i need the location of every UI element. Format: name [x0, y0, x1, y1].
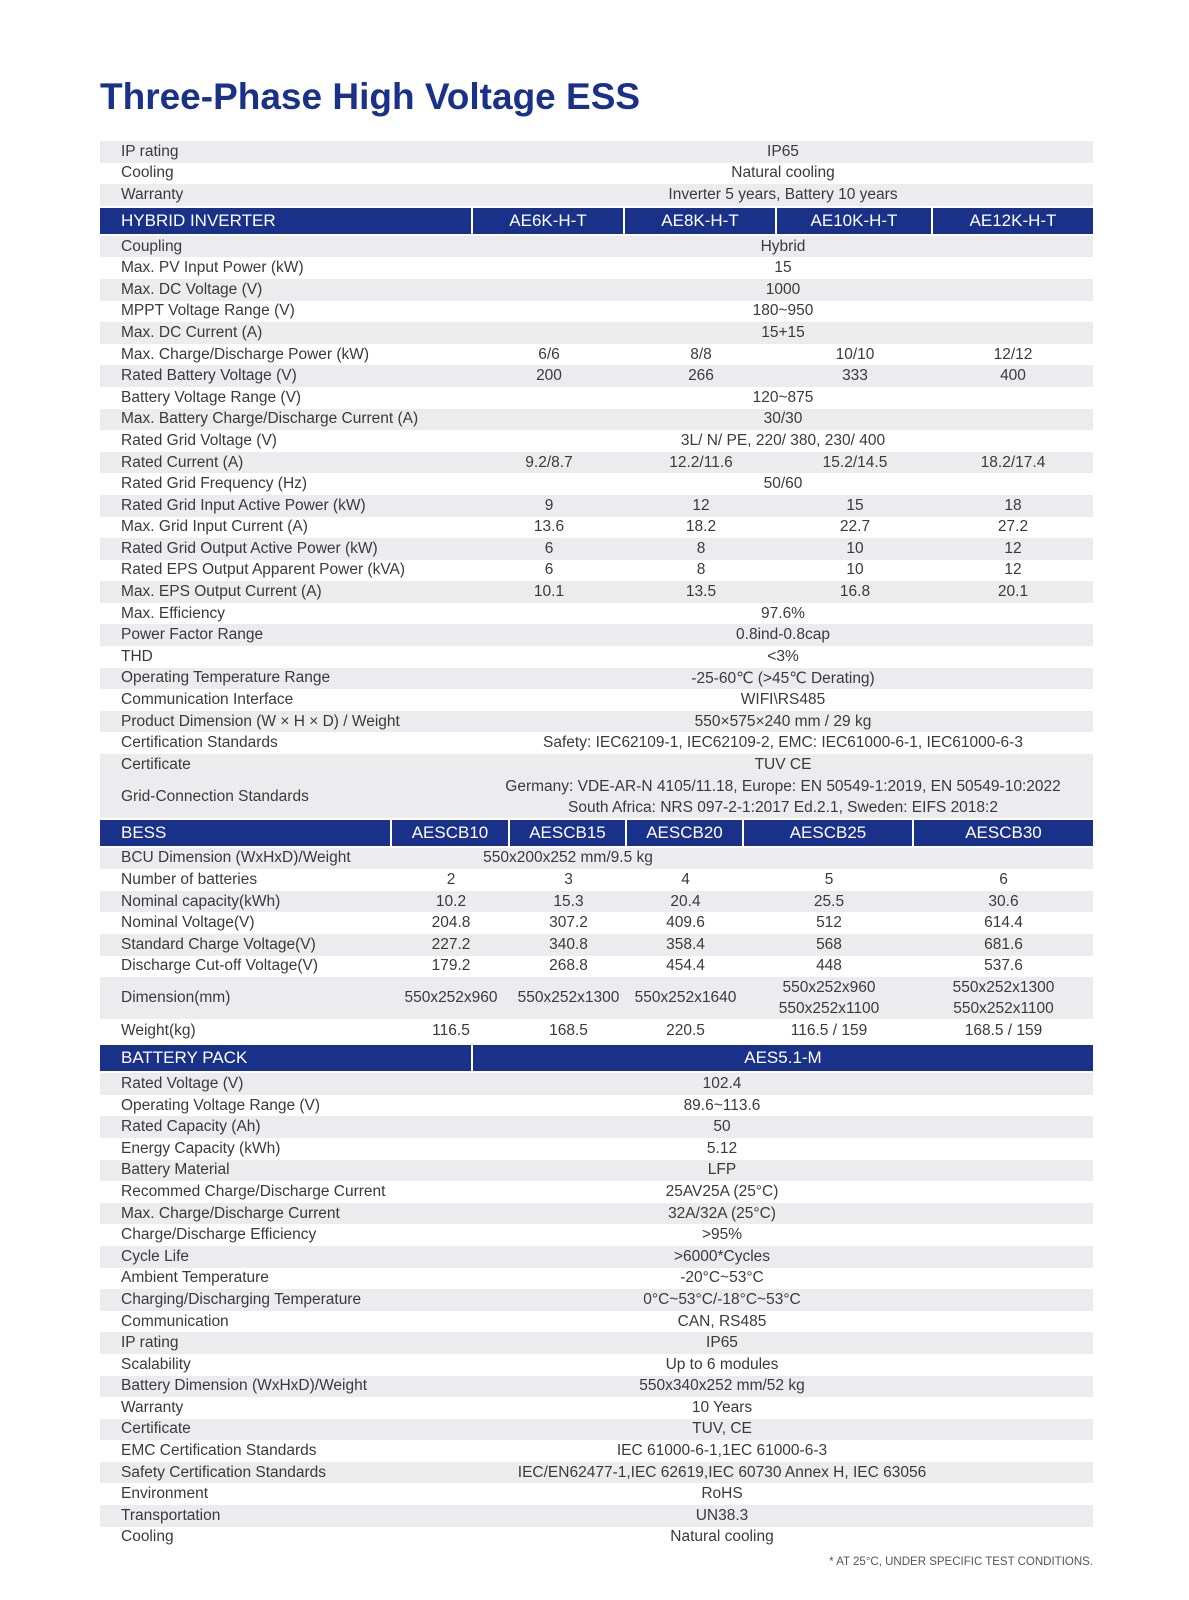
- spec-value: 18: [1004, 496, 1022, 514]
- spec-value: [473, 776, 1093, 818]
- inverter-model: AE10K-H-T: [777, 208, 933, 234]
- spec-value: 333: [842, 367, 868, 385]
- dimension-line: 550x252x960: [782, 979, 876, 997]
- spec-value: 50: [713, 1118, 731, 1136]
- spec-value: 10.2: [435, 892, 467, 910]
- spec-value: 15+15: [761, 323, 805, 341]
- spec-label: Nominal Voltage(V): [121, 914, 255, 932]
- spec-value: 550x200x252 mm/9.5 kg: [483, 849, 653, 867]
- spec-value: 15: [774, 259, 792, 277]
- spec-label: Rated Battery Voltage (V): [121, 367, 297, 385]
- spec-value: 15: [846, 496, 864, 514]
- spec-label: Weight(kg): [121, 1022, 196, 1040]
- spec-value: 168.5 / 159: [964, 1022, 1043, 1040]
- spec-value: IP65: [706, 1334, 738, 1352]
- spec-value: 5: [824, 871, 834, 889]
- spec-value: 8: [696, 561, 706, 579]
- spec-row: [100, 301, 1093, 323]
- spec-label: Rated Grid Input Active Power (kW): [121, 496, 366, 514]
- spec-value: 10.1: [533, 583, 565, 601]
- spec-value: 681.6: [984, 935, 1023, 953]
- spec-label: EMC Certification Standards: [121, 1442, 317, 1460]
- spec-value: 6: [544, 539, 554, 557]
- spec-row: [100, 1181, 1093, 1203]
- spec-row-bcu: [100, 848, 1093, 870]
- spec-value: WIFI\RS485: [740, 691, 826, 709]
- spec-label: Dimension(mm): [121, 989, 231, 1007]
- spec-label: Charging/Discharging Temperature: [121, 1290, 362, 1308]
- spec-value: 8/8: [690, 345, 712, 363]
- spec-row: [100, 452, 1093, 474]
- spec-value: 10/10: [835, 345, 875, 363]
- spec-row: [100, 387, 1093, 409]
- spec-row: [100, 754, 1093, 776]
- spec-value: 448: [816, 957, 842, 975]
- spec-value: 266: [688, 367, 714, 385]
- inverter-model: AE6K-H-T: [473, 208, 625, 234]
- spec-label: IP rating: [121, 142, 179, 160]
- spec-value: 537.6: [984, 957, 1023, 975]
- spec-value: -25-60℃ (>45℃ Derating): [691, 669, 875, 687]
- spec-row-dimension: [100, 977, 1093, 1019]
- spec-value: 409.6: [666, 914, 705, 932]
- spec-label: Certificate: [121, 755, 191, 773]
- spec-row: [100, 1376, 1093, 1398]
- spec-value: 12: [1004, 561, 1022, 579]
- spec-value: 179.2: [431, 957, 471, 975]
- spec-value: 20.1: [997, 583, 1029, 601]
- spec-row: [100, 163, 1093, 185]
- spec-value: 550x252x1300: [517, 989, 620, 1007]
- inverter-model: AE12K-H-T: [969, 210, 1057, 230]
- dimension-line: 550x252x1100: [953, 1000, 1054, 1018]
- spec-label: Warranty: [121, 185, 184, 203]
- spec-value: 10: [846, 539, 864, 557]
- spec-label: Operating Temperature Range: [121, 669, 331, 687]
- bess-header: [100, 820, 1093, 846]
- spec-row-weight: [100, 1019, 1093, 1043]
- spec-label: Transportation: [121, 1506, 221, 1524]
- spec-row: [100, 1332, 1093, 1354]
- spec-value: 3L/ N/ PE, 220/ 380, 230/ 400: [680, 431, 886, 449]
- spec-value: 12/12: [993, 345, 1033, 363]
- spec-value: Natural cooling: [670, 1528, 774, 1546]
- spec-row: [100, 236, 1093, 258]
- spec-value: Hybrid: [760, 237, 806, 255]
- spec-value: 0.8ind-0.8cap: [736, 626, 830, 644]
- spec-value: 32A/32A (25°C): [668, 1204, 776, 1222]
- dimension-line: 550x252x1100: [778, 1000, 880, 1018]
- spec-label: Communication: [121, 1312, 229, 1330]
- spec-value: 27.2: [997, 518, 1029, 536]
- spec-value: 22.7: [839, 518, 871, 536]
- spec-label: BCU Dimension (WxHxD)/Weight: [121, 849, 351, 867]
- spec-label: Product Dimension (W × H × D) / Weight: [121, 712, 400, 730]
- spec-row: [100, 1138, 1093, 1160]
- spec-row: [100, 344, 1093, 366]
- spec-value: 220.5: [666, 1022, 705, 1040]
- spec-label: Cooling: [121, 1528, 174, 1546]
- spec-value: 227.2: [431, 935, 471, 953]
- spec-label: Ambient Temperature: [121, 1269, 269, 1287]
- spec-value: >6000*Cycles: [673, 1247, 771, 1265]
- spec-value: 116.5 / 159: [790, 1022, 868, 1040]
- spec-label: MPPT Voltage Range (V): [121, 302, 295, 320]
- spec-row: [100, 646, 1093, 668]
- spec-row: [100, 538, 1093, 560]
- spec-value: 6/6: [538, 345, 560, 363]
- spec-label: Cycle Life: [121, 1247, 190, 1265]
- spec-row: [100, 1311, 1093, 1333]
- spec-value: 15.2/14.5: [822, 453, 888, 471]
- spec-value: 10: [846, 561, 864, 579]
- spec-row: [100, 1419, 1093, 1441]
- spec-row: [100, 184, 1093, 206]
- spec-value: 30.6: [988, 892, 1019, 910]
- spec-label: Rated Capacity (Ah): [121, 1118, 261, 1136]
- spec-row: [100, 141, 1093, 163]
- inverter-header-label: HYBRID INVERTER: [100, 208, 473, 234]
- inverter-header: [100, 208, 1093, 234]
- spec-label: Battery Material: [121, 1161, 230, 1179]
- spec-label: Standard Charge Voltage(V): [121, 935, 316, 953]
- spec-value: 2: [446, 871, 456, 889]
- spec-row: [100, 257, 1093, 279]
- spec-label: Rated Grid Frequency (Hz): [121, 475, 308, 493]
- spec-row: [100, 279, 1093, 301]
- spec-value: 512: [816, 914, 842, 932]
- spec-label: Number of batteries: [121, 871, 258, 889]
- spec-row: [100, 495, 1093, 517]
- bess-model: AESCB15: [510, 820, 627, 846]
- spec-row: [100, 689, 1093, 711]
- spec-value: 9.2/8.7: [525, 453, 573, 471]
- spec-label: Energy Capacity (kWh): [121, 1139, 281, 1157]
- spec-value: 15.3: [553, 892, 584, 910]
- spec-label: Max. Battery Charge/Discharge Current (A): [121, 410, 419, 428]
- spec-row: [100, 891, 1093, 913]
- spec-label: Certification Standards: [121, 734, 278, 752]
- spec-value: 18.2/17.4: [980, 453, 1046, 471]
- spec-row: [100, 1246, 1093, 1268]
- spec-value: <3%: [767, 647, 799, 665]
- spec-row: [100, 430, 1093, 452]
- spec-label: IP rating: [121, 1334, 179, 1352]
- spec-value: 1000: [765, 280, 801, 298]
- spec-value: CAN, RS485: [677, 1312, 767, 1330]
- spec-value: 0°C~53°C/-18°C~53°C: [643, 1290, 801, 1308]
- spec-value: IEC 61000-6-1,1EC 61000-6-3: [616, 1442, 828, 1460]
- bess-model: AESCB25: [744, 820, 914, 846]
- spec-value: 200: [536, 367, 562, 385]
- spec-row: [100, 1354, 1093, 1376]
- spec-value: -20°C~53°C: [680, 1269, 764, 1287]
- spec-value: 12.2/11.6: [669, 453, 733, 471]
- spec-label: Rated Current (A): [121, 453, 244, 471]
- spec-value: 358.4: [666, 935, 705, 953]
- spec-label: Scalability: [121, 1355, 191, 1373]
- spec-value: LFP: [707, 1161, 737, 1179]
- spec-label: Recommed Charge/Discharge Current: [121, 1182, 386, 1200]
- spec-row: [100, 517, 1093, 539]
- spec-label: Cooling: [121, 164, 174, 182]
- spec-row: [100, 1483, 1093, 1505]
- spec-value: 50/60: [763, 475, 803, 493]
- spec-value: Up to 6 modules: [665, 1355, 779, 1373]
- spec-row: [100, 1462, 1093, 1484]
- spec-value: 120~875: [752, 388, 814, 406]
- spec-label: Battery Dimension (WxHxD)/Weight: [121, 1377, 368, 1395]
- spec-value: 454.4: [666, 957, 705, 975]
- bess-model: AESCB10: [392, 820, 510, 846]
- spec-value: 12: [1004, 539, 1022, 557]
- spec-row: [100, 581, 1093, 603]
- spec-value: TUV CE: [754, 755, 812, 773]
- footnote: * AT 25°C, UNDER SPECIFIC TEST CONDITIONS.: [829, 1556, 1093, 1568]
- spec-label: Coupling: [121, 237, 183, 255]
- spec-row: [100, 409, 1093, 431]
- bess-section: [100, 869, 1093, 977]
- spec-value: 550x252x960: [404, 989, 498, 1007]
- spec-row: [100, 1289, 1093, 1311]
- spec-row: [100, 1203, 1093, 1225]
- bess-header-label: BESS: [100, 820, 392, 846]
- spec-value: 16.8: [839, 583, 871, 601]
- grid-standards-line: South Africa: NRS 097-2-1:2017 Ed.2.1, Sweden: EIFS 2018:2: [568, 798, 998, 816]
- grid-standards-line: Germany: VDE-AR-N 4105/11.18, Europe: EN 50549-1:2019, EN 50549-10:2022: [505, 777, 1061, 795]
- spec-value: 30/30: [763, 410, 803, 428]
- spec-label: Max. DC Current (A): [121, 323, 263, 341]
- spec-row: [100, 1116, 1093, 1138]
- spec-value: 550x340x252 mm/52 kg: [639, 1377, 805, 1395]
- spec-value: 4: [681, 871, 690, 889]
- spec-value: 25AV25A (25°C): [665, 1182, 779, 1200]
- spec-value: 307.2: [549, 914, 588, 932]
- spec-value: >95%: [701, 1226, 743, 1244]
- spec-row: [100, 1505, 1093, 1527]
- spec-row: [100, 1073, 1093, 1095]
- spec-label: Communication Interface: [121, 691, 294, 709]
- spec-value: 18.2: [685, 518, 717, 536]
- bess-model: AESCB30: [965, 822, 1042, 842]
- spec-value: 614.4: [984, 914, 1023, 932]
- spec-value: 9: [544, 496, 554, 514]
- spec-row: [100, 912, 1093, 934]
- spec-label: Rated Grid Output Active Power (kW): [121, 539, 378, 557]
- page-title: Three-Phase High Voltage ESS: [100, 76, 641, 117]
- spec-value: [914, 977, 1093, 1019]
- spec-value: 97.6%: [761, 604, 805, 622]
- spec-value: 20.4: [670, 892, 701, 910]
- spec-row: [100, 624, 1093, 646]
- spec-value: [744, 977, 914, 1019]
- spec-label: Rated EPS Output Apparent Power (kVA): [121, 561, 406, 579]
- spec-row: [100, 732, 1093, 754]
- spec-label: Nominal capacity(kWh): [121, 892, 281, 910]
- spec-value: UN38.3: [695, 1506, 749, 1524]
- spec-label: Battery Voltage Range (V): [121, 388, 302, 406]
- spec-row: [100, 934, 1093, 956]
- spec-row: [100, 1224, 1093, 1246]
- spec-value: 25.5: [813, 892, 845, 910]
- spec-value: 13.5: [685, 583, 717, 601]
- spec-label: Max. Efficiency: [121, 604, 225, 622]
- pack-header-label: BATTERY PACK: [100, 1045, 473, 1071]
- spec-row: [100, 1397, 1093, 1419]
- spec-row: [100, 1095, 1093, 1117]
- spec-value: 8: [696, 539, 706, 557]
- spec-row: [100, 711, 1093, 733]
- spec-row: [100, 1527, 1093, 1549]
- inverter-section: [100, 236, 1093, 776]
- dimension-line: 550x252x1300: [952, 979, 1055, 997]
- spec-sheet: [100, 141, 1093, 1548]
- spec-row: [100, 473, 1093, 495]
- pack-section: [100, 1073, 1093, 1548]
- spec-label: Environment: [121, 1485, 209, 1503]
- spec-value: 168.5: [549, 1022, 588, 1040]
- spec-value: 10 Years: [691, 1398, 753, 1416]
- spec-label: Operating Voltage Range (V): [121, 1096, 321, 1114]
- spec-row: [100, 869, 1093, 891]
- spec-value: 102.4: [702, 1074, 742, 1092]
- spec-label: Max. Charge/Discharge Power (kW): [121, 345, 370, 363]
- spec-value: 550x252x1640: [634, 989, 737, 1007]
- spec-label: THD: [121, 647, 153, 665]
- spec-row: [100, 560, 1093, 582]
- general-section: [100, 141, 1093, 206]
- spec-label: Safety Certification Standards: [121, 1463, 327, 1481]
- spec-row: [100, 668, 1093, 690]
- spec-row: [100, 1268, 1093, 1290]
- spec-row: [100, 1440, 1093, 1462]
- spec-value: 3: [564, 871, 573, 889]
- spec-label: Max. DC Voltage (V): [121, 280, 263, 298]
- spec-value: Natural cooling: [731, 164, 835, 182]
- spec-value: 13.6: [533, 518, 565, 536]
- spec-row: [100, 365, 1093, 387]
- spec-value: 5.12: [706, 1139, 738, 1157]
- spec-row: [100, 1160, 1093, 1182]
- spec-label: Max. Charge/Discharge Current: [121, 1204, 340, 1222]
- spec-label: Max. PV Input Power (kW): [121, 259, 304, 277]
- spec-value: 89.6~113.6: [683, 1096, 761, 1114]
- spec-value: IP65: [767, 142, 799, 160]
- spec-label: Discharge Cut-off Voltage(V): [121, 957, 319, 975]
- spec-value: IEC/EN62477-1,IEC 62619,IEC 60730 Annex H, IEC 63056: [517, 1463, 927, 1481]
- pack-model: AES5.1-M: [744, 1048, 822, 1068]
- pack-header: [100, 1045, 1093, 1071]
- spec-row: [100, 603, 1093, 625]
- spec-label: Max. EPS Output Current (A): [121, 583, 322, 601]
- spec-value: 550×575×240 mm / 29 kg: [694, 712, 872, 730]
- spec-value: TUV, CE: [692, 1420, 752, 1438]
- spec-label: Rated Voltage (V): [121, 1074, 244, 1092]
- spec-label: Grid-Connection Standards: [121, 787, 309, 805]
- bess-model: AESCB20: [627, 820, 744, 846]
- spec-value: 180~950: [752, 302, 814, 320]
- spec-value: RoHS: [701, 1485, 743, 1503]
- spec-row: [100, 322, 1093, 344]
- spec-row-grid-standards: [100, 776, 1093, 818]
- inverter-model: AE8K-H-T: [625, 208, 777, 234]
- spec-value: 340.8: [549, 935, 588, 953]
- spec-value: 204.8: [431, 914, 471, 932]
- spec-value: 116.5: [432, 1022, 470, 1040]
- spec-label: Certificate: [121, 1420, 191, 1438]
- spec-label: Rated Grid Voltage (V): [121, 431, 277, 449]
- spec-value: 6: [999, 871, 1008, 889]
- spec-label: Warranty: [121, 1398, 184, 1416]
- spec-value: Safety: IEC62109-1, IEC62109-2, EMC: IEC61000-6-1, IEC61000-6-3: [543, 734, 1023, 752]
- spec-label: Power Factor Range: [121, 626, 264, 644]
- spec-value: 268.8: [549, 957, 588, 975]
- spec-value: 400: [1000, 367, 1026, 385]
- spec-row: [100, 956, 1093, 978]
- spec-value: 6: [544, 561, 554, 579]
- spec-label: Charge/Discharge Efficiency: [121, 1226, 317, 1244]
- spec-value: Inverter 5 years, Battery 10 years: [668, 185, 898, 203]
- spec-label: Max. Grid Input Current (A): [121, 518, 308, 536]
- spec-value: 568: [816, 935, 842, 953]
- spec-value: 12: [692, 496, 710, 514]
